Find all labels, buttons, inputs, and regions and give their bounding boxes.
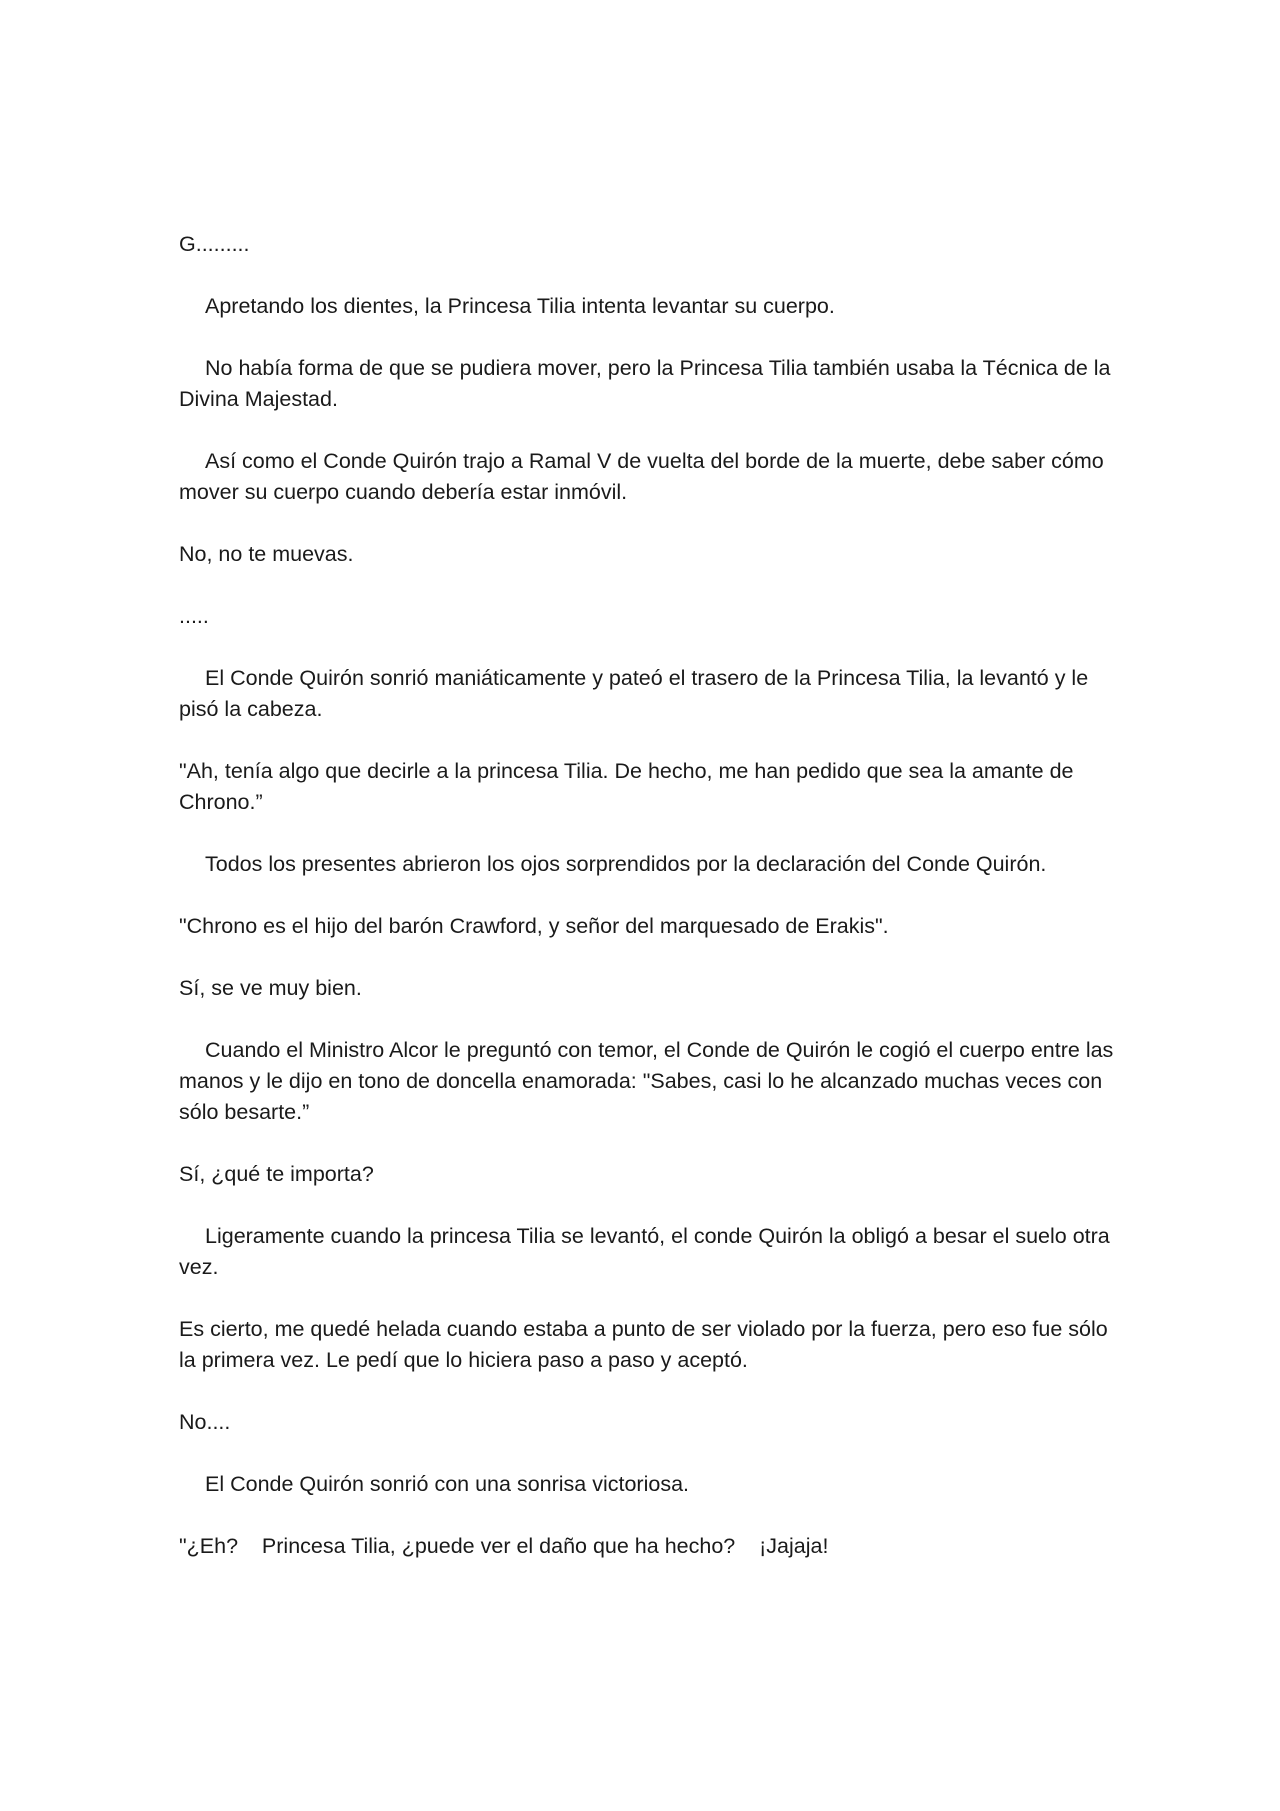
paragraph-10: Sí, se ve muy bien. bbox=[179, 976, 362, 1000]
paragraph-12: Sí, ¿qué te importa? bbox=[179, 1162, 374, 1186]
paragraph-2: No había forma de que se pudiera mover, pero la Princesa Tilia también usaba la Técnica de la Divina Majestad. bbox=[179, 356, 1117, 411]
paragraph-17: "¿Eh? Princesa Tilia, ¿puede ver el daño que ha hecho? ¡Jajaja! bbox=[179, 1534, 829, 1558]
paragraph-3: Así como el Conde Quirón trajo a Ramal V de vuelta del borde de la muerte, debe saber cómo mover su cuerpo cuando debería estar inmóvil. bbox=[179, 449, 1110, 504]
paragraph-11: Cuando el Ministro Alcor le preguntó con temor, el Conde de Quirón le cogió el cuerpo entre las manos y le dijo en tono de doncella enamorada: "Sabes, casi lo he alcanzado muchas veces con sólo besarte.” bbox=[179, 1038, 1120, 1124]
paragraph-5: ..... bbox=[179, 604, 209, 628]
paragraph-16: El Conde Quirón sonrió con una sonrisa victoriosa. bbox=[205, 1472, 690, 1496]
paragraph-14: Es cierto, me quedé helada cuando estaba a punto de ser violado por la fuerza, pero eso fue sólo la primera vez. Le pedí que lo hiciera paso a paso y aceptó. bbox=[179, 1317, 1114, 1372]
paragraph-9: "Chrono es el hijo del barón Crawford, y señor del marquesado de Erakis". bbox=[179, 914, 889, 938]
paragraph-0: G......... bbox=[179, 232, 250, 256]
paragraph-4: No, no te muevas. bbox=[179, 542, 354, 566]
paragraph-7: "Ah, tenía algo que decirle a la princesa Tilia. De hecho, me han pedido que sea la amante de Chrono.” bbox=[179, 759, 1080, 814]
paragraph-13: Ligeramente cuando la princesa Tilia se levantó, el conde Quirón la obligó a besar el suelo otra vez. bbox=[179, 1224, 1116, 1279]
paragraph-8: Todos los presentes abrieron los ojos sorprendidos por la declaración del Conde Quirón. bbox=[205, 852, 1047, 876]
paragraph-1: Apretando los dientes, la Princesa Tilia intenta levantar su cuerpo. bbox=[205, 294, 835, 318]
paragraph-6: El Conde Quirón sonrió maniáticamente y pateó el trasero de la Princesa Tilia, la levantó y le pisó la cabeza. bbox=[179, 666, 1095, 721]
document-body bbox=[179, 229, 1119, 1562]
paragraph-15: No.... bbox=[179, 1410, 231, 1434]
